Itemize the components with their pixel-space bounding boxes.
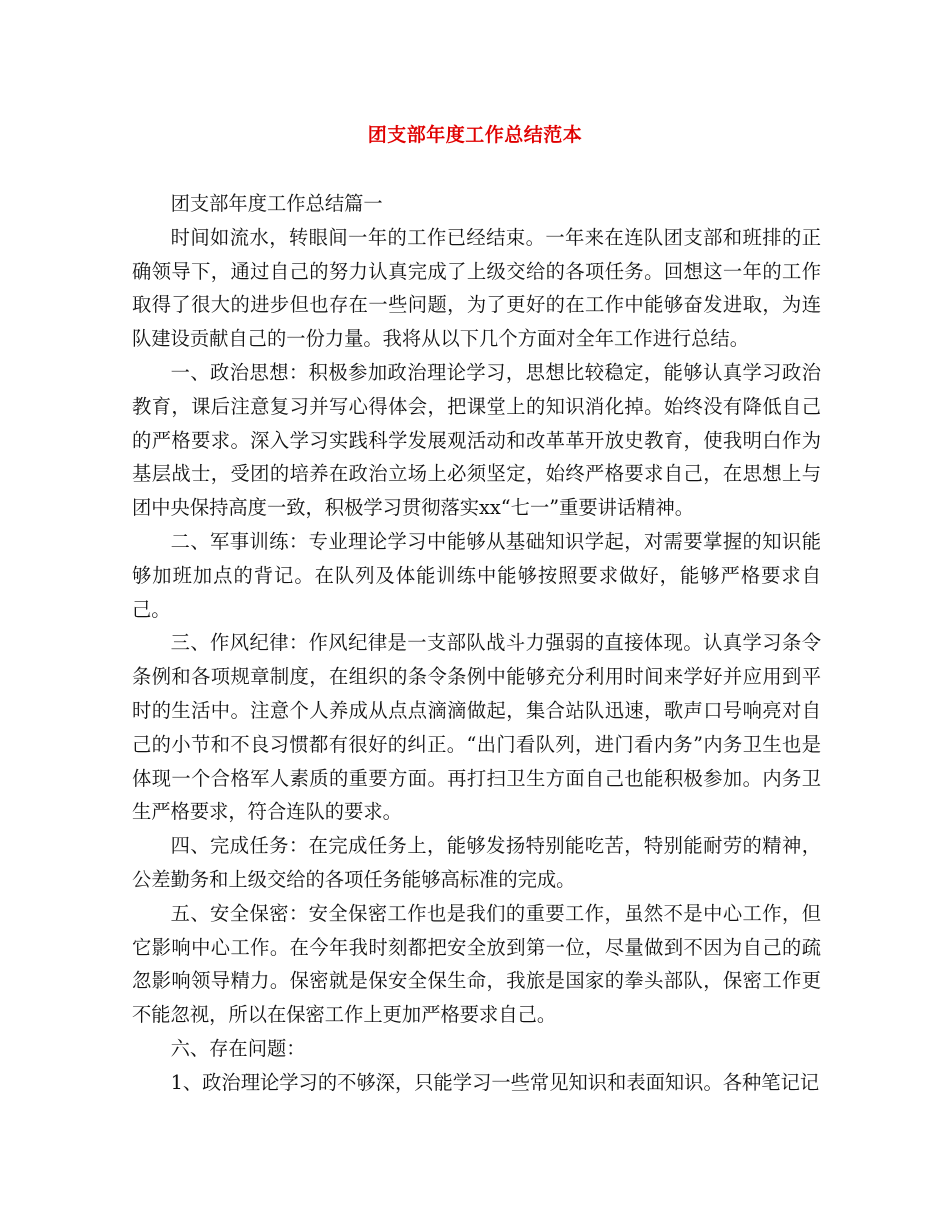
- paragraph: 时间如流水，转眼间一年的工作已经结束。一年来在连队团支部和班排的正确领导下，通过自己的努力认真完成了上级交给的各项任务。回想这一年的工作取得了很大的进步但也存在一些问题，为了更好的在工作中能够奋发进取，为连队建设贡献自己的一份力量。我将从以下几个方面对全年工作进行总结。: [132, 225, 821, 351]
- paragraph: 1、政治理论学习的不够深，只能学习一些常见知识和表面知识。各种笔记记: [170, 1070, 820, 1094]
- paragraph: 一、政治思想：积极参加政治理论学习，思想比较稳定，能够认真学习政治教育，课后注意复习并写心得体会，把课堂上的知识消化掉。始终没有降低自己的严格要求。深入学习实践科学发展观活动和改革革开放史教育，使我明白作为基层战士，受团的培养在政治立场上必须坚定，始终严格要求自己，在思想上与团中央保持高度一致，积极学习贯彻落实xx“七一”重要讲话精神。: [132, 360, 821, 520]
- section-heading: 团支部年度工作总结篇一: [170, 192, 383, 215]
- document-title: 团支部年度工作总结范本: [367, 124, 583, 146]
- paragraph: 六、存在问题：: [170, 1036, 306, 1060]
- paragraph: 五、安全保密：安全保密工作也是我们的重要工作，虽然不是中心工作，但它影响中心工作。在今年我时刻都把安全放到第一位，尽量做到不因为自己的疏忽影响领导精力。保密就是保安全保生命，我旅是国家的拳头部队，保密工作更不能忽视，所以在保密工作上更加严格要求自己。: [132, 901, 821, 1027]
- paragraph: 四、完成任务：在完成任务上，能够发扬特别能吃苦，特别能耐劳的精神，公差勤务和上级交给的各项任务能够高标准的完成。: [132, 834, 821, 891]
- paragraph: 二、军事训练：专业理论学习中能够从基础知识学起，对需要掌握的知识能够加班加点的背记。在队列及体能训练中能够按照要求做好，能够严格要求自己。: [132, 529, 821, 621]
- document-body: [132, 187, 821, 1100]
- paragraph: 三、作风纪律：作风纪律是一支部队战斗力强弱的直接体现。认真学习条令条例和各项规章制度，在组织的条令条例中能够充分利用时间来学好并应用到平时的生活中。注意个人养成从点点滴滴做起，集合站队迅速，歌声口号响亮对自己的小节和不良习惯都有很好的纠正。“出门看队列，进门看内务”内务卫生也是体现一个合格军人素质的重要方面。再打扫卫生方面自己也能积极参加。内务卫生严格要求，符合连队的要求。: [132, 631, 821, 824]
